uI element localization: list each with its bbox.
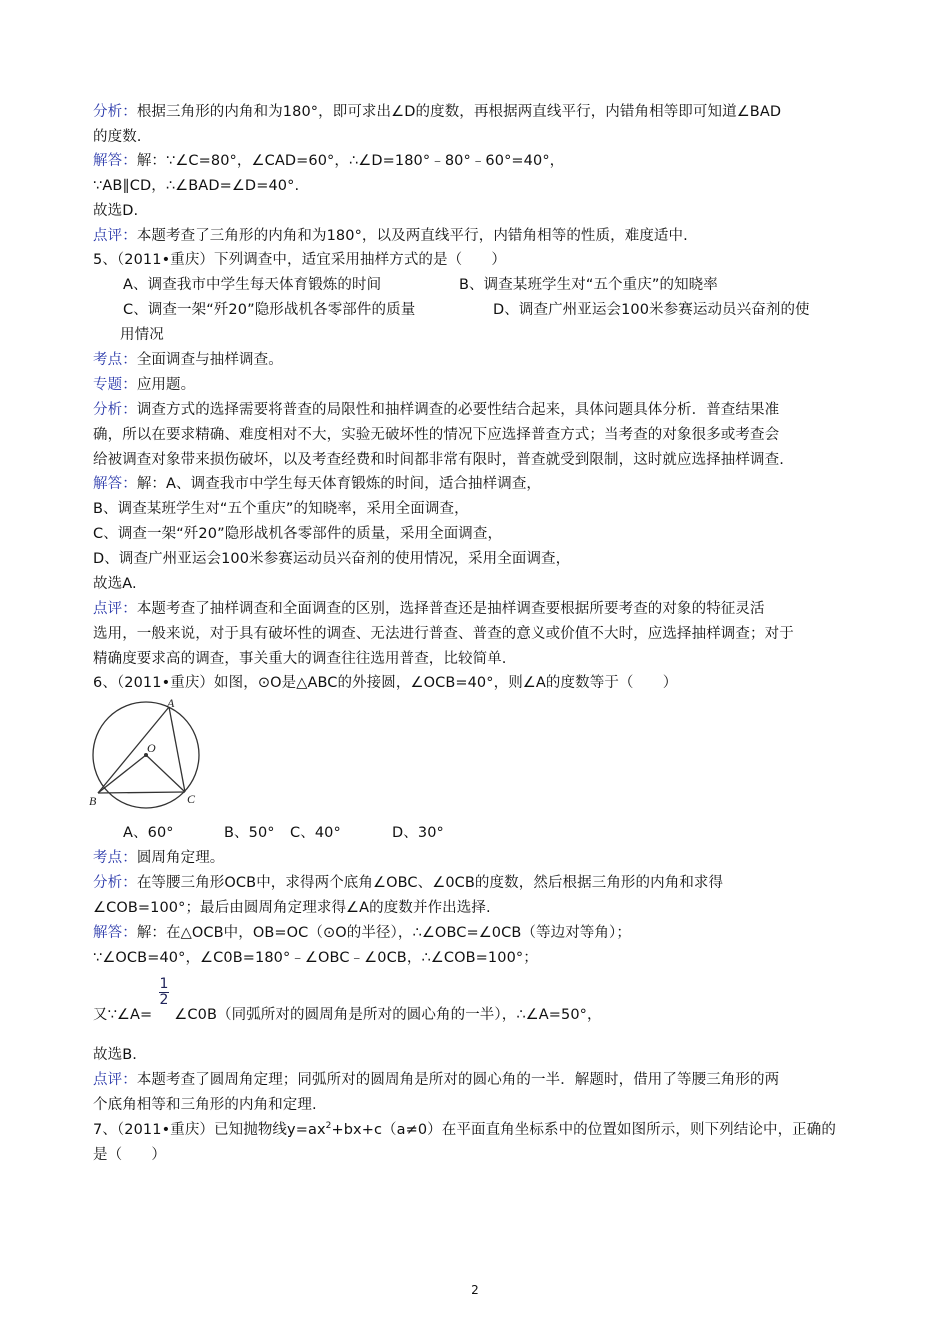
text-line: 故选D. <box>93 203 139 219</box>
label-c: C <box>187 792 196 806</box>
analysis-line <box>93 873 868 893</box>
answer-label: 解答： <box>93 153 137 169</box>
comment-label: 点评： <box>93 228 137 244</box>
option-b: B、50° <box>224 825 275 841</box>
topic-label: 专题： <box>93 377 137 393</box>
text-line: B、调查某班学生对“五个重庆”的知晓率，采用全面调查， <box>93 501 469 517</box>
text-line: C、调查一架“歼20”隐形战机各零部件的质量，采用全面调查， <box>93 526 503 542</box>
keypoint-label: 考点： <box>93 352 137 368</box>
keypoint-label: 考点： <box>93 850 137 866</box>
question-6-stem: 6、（2011•重庆）如图，⊙O是△ABC的外接圆，∠OCB=40°，则∠A的度数等于（ ） <box>93 675 678 691</box>
comment-label: 点评： <box>93 601 137 617</box>
analysis-label: 分析： <box>93 104 137 120</box>
keypoint-text: 圆周角定理。 <box>136 850 225 866</box>
analysis-label: 分析： <box>93 875 137 891</box>
page-number: 2 <box>471 1283 479 1297</box>
comment-text: 本题考查了抽样调查和全面调查的区别，选择普查还是抽样调查要根据所要考查的对象的特征灵活 <box>136 601 765 617</box>
text-line: D、调查广州亚运会100米参赛运动员兴奋剂的使用情况，采用全面调查， <box>93 551 571 567</box>
text-line: 个底角相等和三角形的内角和定理. <box>93 1097 317 1113</box>
keypoint-line <box>93 350 868 370</box>
text-line: 故选A. <box>93 576 137 592</box>
side-bc <box>98 792 185 793</box>
text-segment: +bx+c（a≠0）在平面直角坐标系中的位置如图所示，则下列结论中，正确的 <box>331 1122 836 1138</box>
text-segment: 又∵∠A= <box>93 1007 153 1023</box>
answer-label: 解答： <box>93 476 137 492</box>
comment-text: 本题考查了圆周角定理；同弧所对的圆周角是所对的圆心角的一半．解题时，借用了等腰三角形的两 <box>136 1072 780 1088</box>
text-line: ∠COB=100°；最后由圆周角定理求得∠A的度数并作出选择. <box>93 900 491 916</box>
label-b: B <box>89 794 97 808</box>
text-segment: ∠C0B（同弧所对的圆周角是所对的圆心角的一半），∴∠A=50°， <box>174 1007 602 1023</box>
answer-text: 解：∵∠C=80°，∠CAD=60°，∴∠D=180°﹣80°﹣60°=40°， <box>136 153 565 169</box>
answer-line <box>93 923 868 943</box>
comment-line <box>93 599 868 619</box>
analysis-text: 根据三角形的内角和为180°，即可求出∠D的度数，再根据两直线平行，内错角相等即可知道∠BAD <box>136 104 782 120</box>
option-a: A、60° <box>123 825 174 841</box>
comment-line <box>93 1070 868 1090</box>
label-a: A <box>167 697 175 710</box>
text-line: 的度数. <box>93 129 142 145</box>
question-5-options-ab <box>123 275 898 295</box>
circle-figure <box>88 697 208 815</box>
text-line: 故选B. <box>93 1047 137 1063</box>
analysis-line <box>93 102 868 122</box>
text-segment: 7、（2011•重庆）已知抛物线y=ax <box>93 1122 326 1138</box>
text-line: 选用，一般来说，对于具有破坏性的调查、无法进行普查、普查的意义或价值不大时，应选择抽样调查；对于 <box>93 626 794 642</box>
label-o: O <box>147 741 156 755</box>
text-line: 确，所以在要求精确、难度相对不大，实验无破坏性的情况下应选择普查方式；当考查的对象很多或考查会 <box>93 427 780 443</box>
analysis-text: 在等腰三角形OCB中，求得两个底角∠OBC、∠0CB的度数，然后根据三角形的内角和求得 <box>136 875 724 891</box>
answer-text: 解：A、调查我市中学生每天体育锻炼的时间，适合抽样调查， <box>136 476 542 492</box>
radius-ob <box>98 755 146 793</box>
analysis-text: 调查方式的选择需要将普查的局限性和抽样调查的必要性结合起来，具体问题具体分析．普查结果准 <box>136 402 780 418</box>
fraction-numerator: 1 <box>159 976 169 992</box>
keypoint-line <box>93 848 868 868</box>
question-5-options-cd <box>123 300 898 320</box>
option-c: C、调查一架“歼20”隐形战机各零部件的质量 <box>123 302 416 318</box>
answer-label: 解答： <box>93 925 137 941</box>
option-c: C、40° <box>290 825 341 841</box>
fraction-one-half <box>157 977 171 1007</box>
option-a: A、调查我市中学生每天体育锻炼的时间 <box>123 277 382 293</box>
analysis-label: 分析： <box>93 402 137 418</box>
comment-line <box>93 226 868 246</box>
comment-label: 点评： <box>93 1072 137 1088</box>
option-d: D、调查广州亚运会100米参赛运动员兴奋剂的使 <box>493 302 810 318</box>
fraction-denominator: 2 <box>159 992 169 1008</box>
answer-text: 解：在△OCB中，OB=OC（⊙O的半径），∴∠OBC=∠0CB（等边对等角）； <box>136 925 631 941</box>
text-line: ∵AB∥CD，∴∠BAD=∠D=40°. <box>93 178 300 194</box>
text-line: ∵∠OCB=40°，∠C0B=180°﹣∠OBC﹣∠0CB，∴∠COB=100°； <box>93 950 538 966</box>
option-d: D、30° <box>392 825 444 841</box>
answer-line <box>93 474 868 494</box>
text-line: 精确度要求高的调查，事关重大的调查往往选用普查，比较简单. <box>93 651 507 667</box>
question-7-stem <box>93 1120 868 1140</box>
keypoint-text: 全面调查与抽样调查。 <box>136 352 283 368</box>
topic-text: 应用题。 <box>136 377 196 393</box>
text-line: 给被调查对象带来损伤破坏，以及考查经费和时间都非常有限时，普查就受到限制，这时就应选择抽样调查. <box>93 452 784 468</box>
comment-text: 本题考查了三角形的内角和为180°，以及两直线平行，内错角相等的性质，难度适中. <box>136 228 688 244</box>
superscript: 2 <box>325 1121 332 1132</box>
side-ab <box>98 707 169 793</box>
question-6-options <box>123 823 898 843</box>
text-line: 用情况 <box>120 327 164 343</box>
answer-line <box>93 151 868 171</box>
topic-line <box>93 375 868 395</box>
option-b: B、调查某班学生对“五个重庆”的知晓率 <box>459 277 718 293</box>
question-5-stem: 5、（2011•重庆）下列调查中，适宜采用抽样方式的是（ ） <box>93 252 507 268</box>
text-line <box>93 1005 868 1025</box>
text-line: 是（ ） <box>93 1147 166 1163</box>
analysis-line <box>93 400 868 420</box>
